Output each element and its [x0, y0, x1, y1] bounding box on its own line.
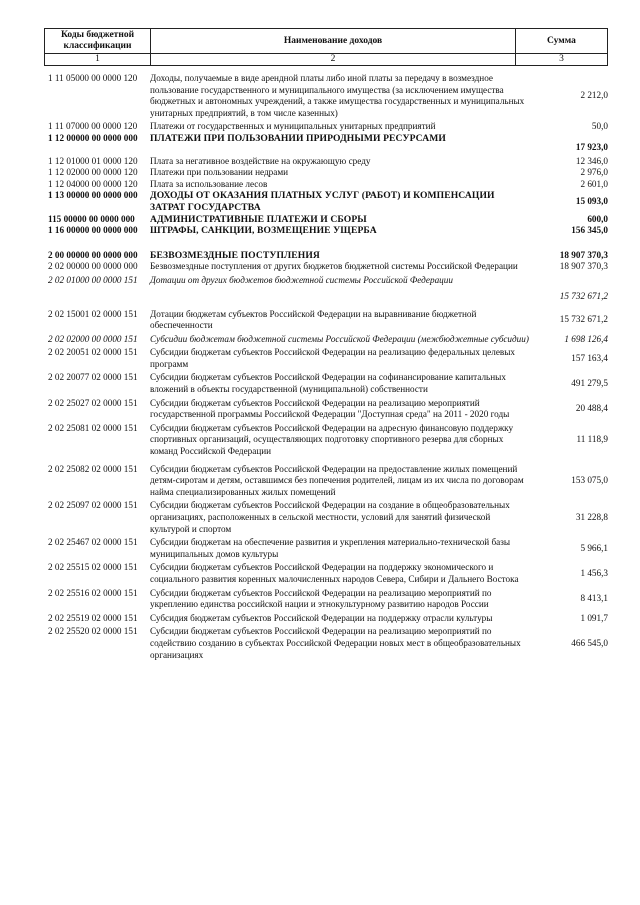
header-codes: Коды бюджетной классификации	[45, 29, 151, 54]
row-sum: 15 093,0	[575, 196, 608, 207]
row-name: Доходы, получаемые в виде арендной платы либо иной платы за передачу в возмездное пользование государственного и муниципального имущества (за исключением имущества бюджетных и автономных учреждений, а также имущества государственных и муниципальных унитарных предприятий, в том числе казенных)	[150, 73, 525, 118]
row-name: Дотации от других бюджетов бюджетной системы Российской Федерации	[150, 274, 453, 285]
row-code: 2 02 25515 02 0000 151	[48, 562, 138, 573]
table-row	[44, 121, 608, 133]
table-row	[44, 250, 608, 262]
header-names: Наименование доходов	[151, 29, 516, 54]
row-code: 2 02 20077 02 0000 151	[48, 372, 138, 383]
row-sum: 15 732 671,2	[559, 314, 608, 325]
row-sum: 2 976,0	[580, 167, 608, 178]
row-code: 2 02 25081 02 0000 151	[48, 422, 138, 433]
row-sum: 466 545,0	[571, 637, 608, 648]
row-sum: 50,0	[591, 121, 608, 132]
row-sum: 18 907 370,3	[559, 261, 608, 272]
table-row	[44, 347, 608, 370]
table-body	[44, 73, 608, 661]
row-code: 1 12 00000 00 0000 000	[48, 132, 138, 143]
table-row	[44, 167, 608, 179]
row-code: 1 11 05000 00 0000 120	[48, 73, 138, 83]
row-sum: 1 456,3	[580, 568, 608, 579]
row-code: 2 00 00000 00 0000 000	[48, 249, 138, 260]
row-sum: 153 075,0	[571, 475, 608, 486]
row-name: ПЛАТЕЖИ ПРИ ПОЛЬЗОВАНИИ ПРИРОДНЫМИ РЕСУРСАМИ	[150, 132, 446, 144]
table-row	[44, 562, 608, 585]
table-row	[44, 500, 608, 535]
row-sum: 12 346,0	[575, 155, 608, 166]
row-code: 2 02 25520 02 0000 151	[48, 626, 138, 637]
row-sum: 156 345,0	[571, 225, 608, 236]
row-code: 115 00000 00 0000 000	[48, 213, 135, 224]
row-code: 1 12 04000 00 0000 120	[48, 178, 138, 189]
row-name: Платежи от государственных и муниципальных унитарных предприятий	[150, 121, 436, 132]
table-row	[44, 73, 608, 119]
row-sum: 2 212,0	[580, 90, 608, 101]
header-num-2: 2	[151, 54, 516, 66]
table-row	[44, 309, 608, 332]
row-name: ШТРАФЫ, САНКЦИИ, ВОЗМЕЩЕНИЕ УЩЕРБА	[150, 225, 377, 237]
row-name: АДМИНИСТРАТИВНЫЕ ПЛАТЕЖИ И СБОРЫ	[150, 213, 367, 225]
row-sum: 600,0	[587, 213, 608, 224]
table-row	[44, 334, 608, 346]
row-sum: 18 907 370,3	[559, 249, 608, 260]
header-num-1: 1	[45, 54, 151, 66]
row-sum: 157 163,4	[571, 353, 608, 364]
row-name: Субсидия бюджетам субъектов Российской Федерации на поддержку отрасли культуры	[150, 612, 493, 623]
table-row	[44, 423, 608, 458]
row-sum: 5 966,1	[580, 542, 608, 553]
table-row	[44, 179, 608, 191]
row-code: 2 02 25516 02 0000 151	[48, 587, 138, 598]
table-row	[44, 613, 608, 625]
row-code: 2 02 25027 02 0000 151	[48, 397, 138, 408]
table-row	[44, 156, 608, 168]
row-name: Плата за негативное воздействие на окружающую среду	[150, 155, 371, 166]
row-name: Субсидии бюджетам субъектов Российской Федерации на поддержку экономического и социального развития коренных малочисленных народов Севера, Сибири и Дальнего Востока	[150, 562, 519, 584]
row-name: БЕЗВОЗМЕЗДНЫЕ ПОСТУПЛЕНИЯ	[150, 249, 320, 261]
row-sum: 20 488,4	[575, 403, 608, 414]
row-code: 2 02 20051 02 0000 151	[48, 347, 138, 358]
table-row	[44, 261, 608, 273]
row-sum: 31 228,8	[575, 512, 608, 522]
row-name: Платежи при пользовании недрами	[150, 167, 289, 178]
row-code: 2 02 25519 02 0000 151	[48, 612, 138, 623]
row-code: 2 02 00000 00 0000 000	[48, 261, 138, 272]
table-row	[44, 214, 608, 226]
table-row	[44, 398, 608, 421]
table-row	[44, 225, 608, 237]
row-sum: 2 601,0	[580, 178, 608, 189]
row-code: 1 12 01000 01 0000 120	[48, 155, 138, 166]
row-sum: 17 923,0	[575, 141, 608, 152]
row-name: Субсидии бюджетам субъектов Российской Федерации на адресную финансовую поддержку спортивных организаций, осуществляющих подготовку спортивного резерва для сборных команд Российской Федерации	[150, 422, 514, 457]
row-sum: 8 413,1	[580, 593, 608, 604]
row-name: Субсидии бюджетам бюджетной системы Российской Федерации (межбюджетные субсидии)	[150, 333, 529, 344]
header-sum: Сумма	[516, 29, 608, 54]
table-row	[44, 464, 608, 499]
row-name: Субсидии бюджетам субъектов Российской Федерации на создание в общеобразовательных организациях, расположенных в сельской местности, условий для занятий физической культурой и спортом	[150, 500, 510, 534]
row-code: 2 02 01000 00 0000 151	[48, 274, 138, 285]
row-code: 1 12 02000 00 0000 120	[48, 167, 138, 178]
table-row	[44, 133, 608, 154]
row-code: 2 02 02000 00 0000 151	[48, 333, 138, 344]
row-name: Субсидии бюджетам субъектов Российской Федерации на реализацию федеральных целевых программ	[150, 347, 516, 369]
row-name: Субсидии бюджетам субъектов Российской Федерации на реализацию мероприятий по содействию созданию в субъектах Российской Федерации новых мест в общеобразовательных организациях	[150, 626, 521, 660]
row-name: Дотации бюджетам субъектов Российской Федерации на выравнивание бюджетной обеспеченности	[150, 308, 477, 331]
row-code: 2 02 25097 02 0000 151	[48, 500, 138, 511]
table-row	[44, 275, 608, 303]
table-row	[44, 537, 608, 560]
row-name: Субсидии бюджетам субъектов Российской Федерации на реализацию мероприятий по укреплению единства российской нации и этнокультурному развитию народов России	[150, 587, 492, 610]
row-code: 1 11 07000 00 0000 120	[48, 121, 138, 132]
row-name: ДОХОДЫ ОТ ОКАЗАНИЯ ПЛАТНЫХ УСЛУГ (РАБОТ) И КОМПЕНСАЦИИ ЗАТРАТ ГОСУДАРСТВА	[150, 190, 495, 213]
row-name: Субсидии бюджетам субъектов Российской Федерации на предоставление жилых помещений детям-сиротам и детям, оставшимся без попечения родителей, лицам из их числа по договорам найма специализированных жилых помещений	[150, 463, 524, 497]
header-num-3: 3	[516, 54, 608, 66]
row-sum: 491 279,5	[571, 378, 608, 389]
table-header	[44, 28, 608, 66]
row-name: Субсидии бюджетам на обеспечение развития и укрепления материально-технической базы муниципальных домов культуры	[150, 537, 511, 559]
row-name: Плата за использование лесов	[150, 178, 268, 189]
row-code: 1 16 00000 00 0000 000	[48, 225, 138, 236]
row-sum: 1 091,7	[580, 612, 608, 623]
row-code: 2 02 25082 02 0000 151	[48, 463, 138, 474]
table-row	[44, 372, 608, 395]
table-row	[44, 626, 608, 661]
row-sum: 11 118,9	[576, 434, 608, 445]
row-code: 2 02 15001 02 0000 151	[48, 308, 138, 319]
table-row	[44, 588, 608, 611]
row-name: Безвозмездные поступления от других бюджетов бюджетной системы Российской Федерации	[150, 261, 518, 272]
row-sum: 15 732 671,2	[559, 290, 608, 301]
row-name: Субсидии бюджетам субъектов Российской Федерации на софинансирование капитальных вложений в объекты государственной (муниципальной) собственности	[150, 372, 506, 395]
row-code: 2 02 25467 02 0000 151	[48, 537, 138, 548]
revenue-table-page	[44, 28, 608, 661]
row-code: 1 13 00000 00 0000 000	[48, 190, 138, 201]
row-name: Субсидии бюджетам субъектов Российской Федерации на реализацию мероприятий государственной программы Российской Федерации "Доступная среда" на 2011 - 2020 годы	[150, 397, 510, 420]
table-row	[44, 190, 608, 213]
row-sum: 1 698 126,4	[564, 333, 608, 344]
